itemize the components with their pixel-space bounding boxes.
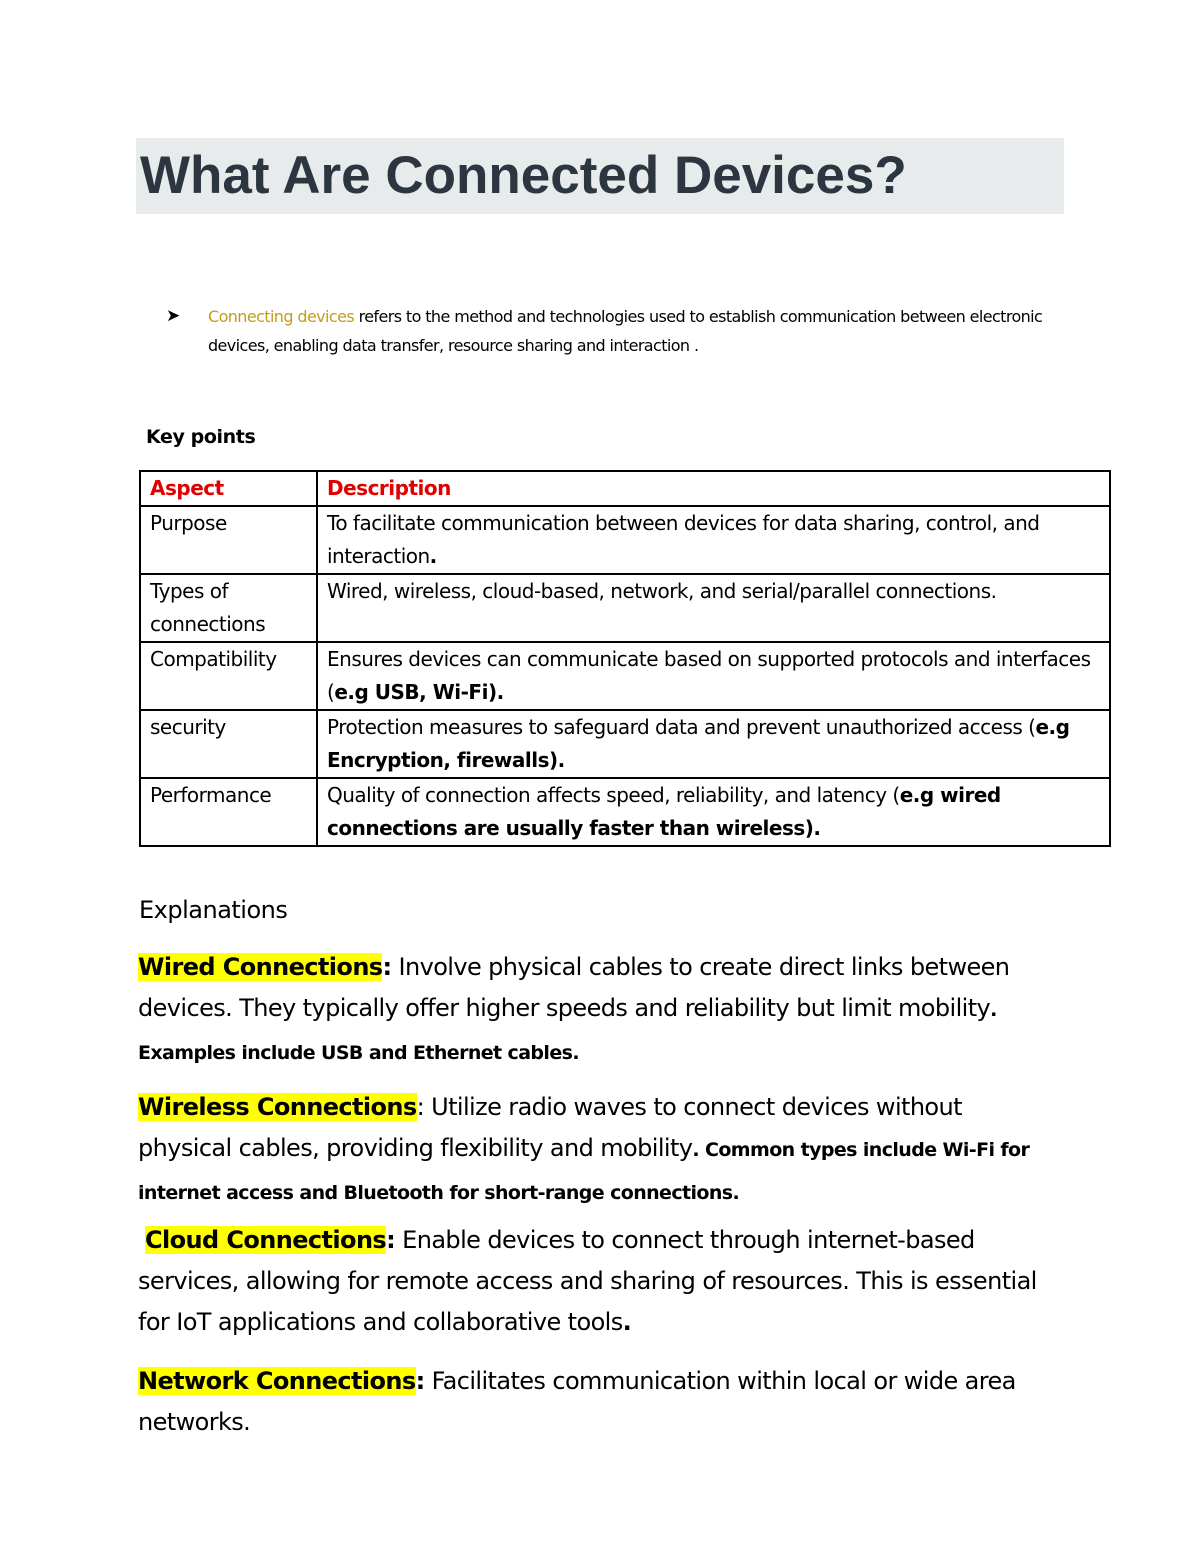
- row-description: To facilitate communication between devices for data sharing, control, and interaction.: [317, 506, 1110, 574]
- key-points-table: [139, 470, 1111, 847]
- explanation-network: Network Connections: Facilitates communication within local or wide area networks.: [138, 1367, 1016, 1436]
- header-description: Description: [317, 471, 1110, 506]
- row-description: Protection measures to safeguard data and prevent unauthorized access (e.g Encryption, firewalls).: [317, 710, 1110, 778]
- explanations-heading: Explanations: [139, 896, 288, 924]
- row-description: Ensures devices can communicate based on supported protocols and interfaces (e.g USB, Wi-Fi).: [317, 642, 1110, 710]
- term-wireless: Wireless Connections: [138, 1093, 417, 1121]
- table-header-row: [140, 471, 1110, 506]
- intro-text: [208, 302, 1072, 360]
- row-aspect: security: [140, 710, 317, 778]
- explanation-wired: Wired Connections: Involve physical cables to create direct links between devices. They typically offer higher speeds and reliability but limit mobility. Examples include USB and Ethernet cables.: [138, 953, 1010, 1064]
- row-aspect: Performance: [140, 778, 317, 846]
- row-aspect: Types of connections: [140, 574, 317, 642]
- row-description: Wired, wireless, cloud-based, network, and serial/parallel connections.: [317, 574, 1110, 642]
- table-row: [140, 778, 1110, 846]
- term-cloud: Cloud Connections: [145, 1226, 387, 1254]
- row-aspect: Purpose: [140, 506, 317, 574]
- intro-paragraph: [166, 302, 1072, 360]
- table-row: [140, 642, 1110, 710]
- explanation-wireless: Wireless Connections: Utilize radio waves to connect devices without physical cables, providing flexibility and mobility. Common types include Wi-Fi for internet access and Bluetooth for short-range connections.: [138, 1093, 1030, 1204]
- intro-body: refers to the method and technologies used to establish communication between electronic devices, enabling data transfer, resource sharing and interaction .: [208, 307, 1043, 355]
- header-aspect: Aspect: [140, 471, 317, 506]
- row-description: Quality of connection affects speed, reliability, and latency (e.g wired connections are usually faster than wireless).: [317, 778, 1110, 846]
- term-wired: Wired Connections: [138, 953, 383, 981]
- table-row: [140, 574, 1110, 642]
- row-aspect: Compatibility: [140, 642, 317, 710]
- table-row: [140, 710, 1110, 778]
- intro-term: Connecting devices: [208, 307, 355, 326]
- page-title: What Are Connected Devices?: [136, 138, 1064, 214]
- key-points-label: Key points: [146, 426, 256, 448]
- table-row: [140, 506, 1110, 574]
- explanation-cloud: Cloud Connections: Enable devices to connect through internet-based services, allowing for remote access and sharing of resources. This is essential for IoT applications and collaborative tools.: [138, 1226, 1037, 1336]
- arrow-bullet-icon: ➤: [166, 306, 181, 325]
- term-network: Network Connections: [138, 1367, 416, 1395]
